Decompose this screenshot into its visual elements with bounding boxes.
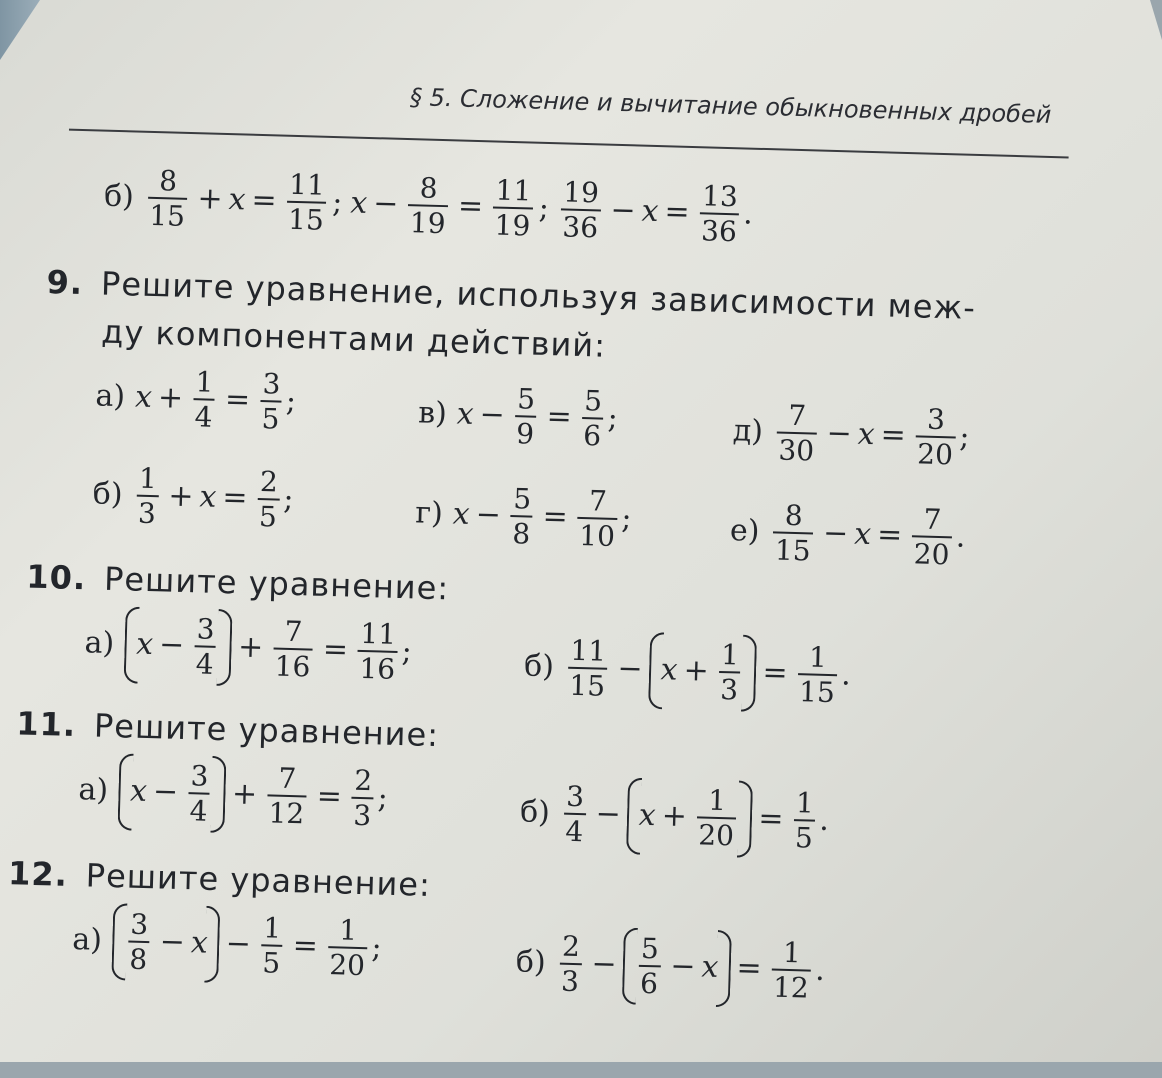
item-label: б) — [92, 476, 124, 513]
task-9-heading: 9. Решите уравнение, используя зависимости меж- — [46, 263, 977, 327]
operator: + — [661, 798, 688, 835]
fraction: $\frac{3}{4}$ — [564, 779, 585, 849]
operator: = — [664, 194, 691, 231]
fraction: $\frac{3}{4}$ — [189, 759, 209, 829]
parentheses-group: x − $\frac{3}{4}$ — [123, 612, 233, 680]
task-9-e: е) $\frac{8}{15}$ − x = $\frac{7}{20}$ . — [729, 498, 966, 572]
operator: − — [152, 774, 179, 811]
section-header: § 5. Сложение и вычитание обыкновенных дробей — [409, 83, 1052, 129]
operator: + — [197, 181, 224, 218]
operator: = — [322, 632, 349, 668]
operator: = — [762, 655, 789, 692]
fraction: $\frac{2}{3}$ — [352, 763, 373, 833]
fraction: $\frac{7}{16}$ — [272, 616, 313, 682]
item-label: б) — [523, 648, 555, 685]
task-9-v: в) x − $\frac{5}{9}$ = $\frac{5}{6}$ ; — [417, 382, 619, 453]
fraction: $\frac{1}{3}$ — [719, 637, 740, 707]
item-label: а) — [71, 922, 103, 959]
operator: + — [157, 380, 184, 417]
operator: ; — [538, 191, 550, 227]
operator: = — [292, 928, 319, 965]
fraction: $\frac{1}{20}$ — [327, 915, 368, 981]
operator: ; — [331, 185, 343, 221]
item-label: д) — [732, 413, 764, 450]
operator: − — [822, 516, 849, 552]
item-label: а) — [95, 378, 126, 415]
fraction: $\frac{5}{9}$ — [515, 382, 536, 452]
task-9-a: а) x + $\frac{1}{4}$ = $\frac{3}{5}$ ; — [95, 365, 297, 436]
task-11-b: б) $\frac{3}{4}$ − x + $\frac{1}{20}$ = $\frac{1}{5}$ . — [519, 779, 830, 856]
task-10-b: б) $\frac{11}{15}$ − x + $\frac{1}{3}$ = $\frac{1}{15}$ . — [523, 633, 852, 710]
parentheses-group: $\frac{5}{6}$ − x — [622, 933, 732, 1001]
fraction: $\frac{8}{15}$ — [773, 500, 814, 566]
operator: = — [542, 499, 569, 536]
item-label: в) — [417, 395, 448, 432]
task-9-b: б) $\frac{1}{3}$ + x = $\frac{2}{5}$ ; — [92, 461, 294, 534]
fraction: $\frac{1}{15}$ — [797, 642, 838, 708]
operator: + — [231, 776, 258, 813]
fraction: $\frac{11}{16}$ — [358, 616, 397, 687]
operator: − — [610, 193, 637, 229]
fraction: $\frac{1}{5}$ — [794, 786, 815, 856]
operator: = — [876, 517, 903, 554]
task-9-d: д) $\frac{7}{30}$ − x = $\frac{3}{20}$ ; — [732, 398, 970, 472]
item-label: г) — [414, 495, 444, 532]
fraction: $\frac{1}{20}$ — [696, 785, 737, 851]
task-number: 9. — [46, 263, 84, 303]
task-9-heading-cont: ду компонентами действий: — [100, 312, 607, 365]
task-11-heading: 11. Решите уравнение: — [15, 704, 440, 755]
task-9-g: г) x − $\frac{5}{8}$ = $\frac{7}{10}$ ; — [414, 482, 633, 554]
fraction: $\frac{7}{30}$ — [776, 400, 817, 466]
item-label: б) — [103, 178, 135, 215]
operator: + — [167, 478, 194, 515]
item-label: а) — [78, 772, 109, 809]
fraction: $\frac{11}{19}$ — [494, 173, 532, 243]
operator: − — [617, 651, 644, 688]
operator: + — [237, 629, 264, 666]
operator: − — [595, 796, 622, 833]
parentheses-group: $\frac{3}{8}$ − x — [111, 909, 221, 977]
fraction: $\frac{11}{15}$ — [287, 167, 326, 238]
fraction: $\frac{1}{12}$ — [771, 938, 812, 1004]
fraction: $\frac{7}{10}$ — [577, 486, 618, 552]
fraction: $\frac{7}{12}$ — [266, 763, 307, 829]
item-label: а) — [84, 625, 115, 662]
fraction: $\frac{3}{8}$ — [128, 907, 149, 977]
fraction: $\frac{7}{20}$ — [911, 504, 952, 570]
item-label: е) — [729, 513, 760, 550]
header-rule — [69, 129, 1069, 159]
operator: = — [546, 399, 573, 436]
fraction: $\frac{8}{15}$ — [147, 166, 188, 232]
fraction: $\frac{2}{5}$ — [258, 465, 279, 534]
operator: − — [372, 186, 399, 223]
operator: = — [457, 188, 484, 225]
fraction: $\frac{11}{15}$ — [568, 633, 607, 704]
fraction: $\frac{5}{8}$ — [511, 482, 532, 551]
fraction: $\frac{5}{6}$ — [582, 384, 603, 453]
parentheses-group: x − $\frac{3}{4}$ — [117, 759, 227, 827]
operator: = — [224, 382, 251, 419]
operator: = — [757, 801, 785, 838]
operator: − — [826, 416, 853, 452]
fraction: $\frac{3}{5}$ — [261, 367, 281, 436]
task-12-b: б) $\frac{2}{3}$ − $\frac{5}{6}$ − x = $\frac{1}{12}$ . — [515, 929, 826, 1005]
fraction: $\frac{1}{4}$ — [194, 365, 214, 435]
operator: = — [221, 480, 249, 517]
task-12-heading: 12. Решите уравнение: — [7, 854, 432, 904]
fraction: $\frac{3}{4}$ — [195, 612, 216, 682]
operator: − — [475, 497, 502, 534]
operator: − — [158, 627, 185, 664]
operator: − — [159, 924, 186, 961]
task-11-a: а) x − $\frac{3}{4}$ + $\frac{7}{12}$ = $\frac{2}{3}$ ; — [78, 759, 389, 833]
operator: − — [590, 946, 618, 983]
operator: + — [683, 653, 710, 690]
operator: = — [251, 183, 278, 219]
item-label: б) — [519, 794, 551, 831]
operator: − — [669, 949, 697, 985]
task-10-a: а) x − $\frac{3}{4}$ + $\frac{7}{16}$ = $\frac{11}{16}$ ; — [84, 612, 413, 687]
item-label: б) — [515, 944, 547, 981]
fraction: $\frac{8}{19}$ — [408, 173, 449, 239]
fraction: $\frac{1}{5}$ — [261, 911, 282, 981]
operator: − — [225, 926, 252, 963]
fraction: $\frac{13}{36}$ — [700, 179, 739, 249]
parentheses-group: x + $\frac{1}{20}$ — [626, 783, 753, 851]
parentheses-group: x + $\frac{1}{3}$ — [648, 638, 758, 706]
fraction: $\frac{1}{3}$ — [137, 461, 158, 531]
prev-exercise-b: б) $\frac{8}{15}$ + x = $\frac{11}{15}$ ; x − $\frac{8}{19}$ = $\frac{11}{19}$ ; $\frac{19}{36}$ − x = $\frac{13}{36}$ . — [103, 164, 754, 249]
fraction: $\frac{19}{36}$ — [561, 175, 600, 245]
fraction: $\frac{3}{20}$ — [915, 404, 956, 470]
operator: − — [479, 397, 506, 434]
operator: = — [880, 417, 907, 454]
operator: = — [735, 950, 763, 987]
fraction: $\frac{2}{3}$ — [560, 929, 581, 999]
fraction: $\frac{5}{6}$ — [639, 931, 660, 1001]
operator: = — [316, 779, 343, 815]
task-10-heading: 10. Решите уравнение: — [25, 557, 450, 608]
task-12-a: а) $\frac{3}{8}$ − x − $\frac{1}{5}$ = $\frac{1}{20}$ ; — [71, 907, 383, 983]
